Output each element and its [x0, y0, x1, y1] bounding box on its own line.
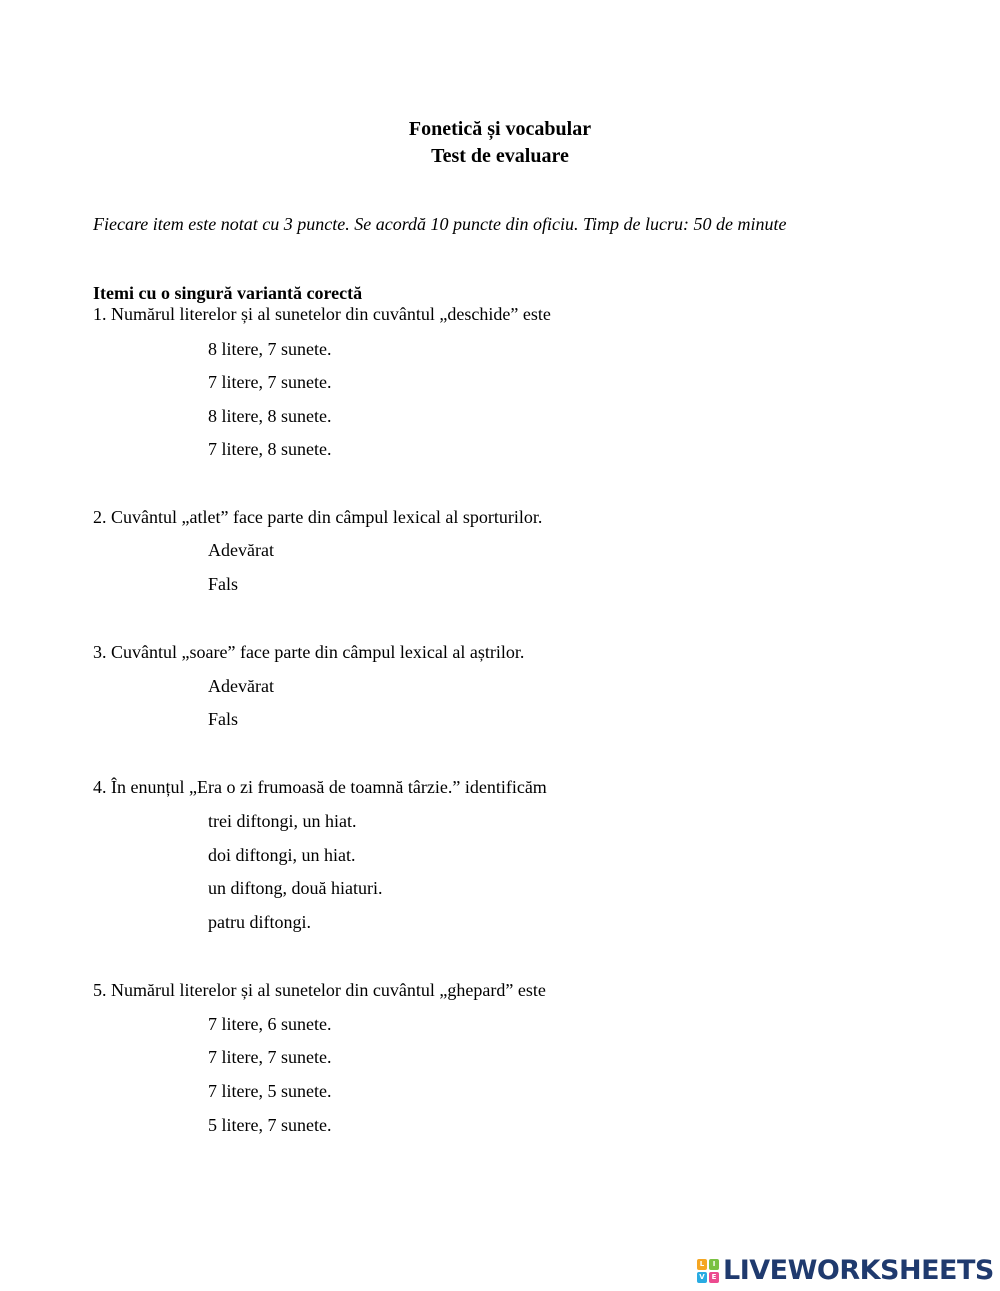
liveworksheets-logo-text: LIVEWORKSHEETS [723, 1255, 994, 1286]
question-3-option-2[interactable]: Fals [208, 709, 239, 729]
question-2-option-2[interactable]: Fals [208, 574, 239, 594]
question-3-option-1[interactable]: Adevărat [208, 676, 274, 696]
question-1-option-4[interactable]: 7 litere, 8 sunete. [208, 439, 332, 459]
page-subtitle: Test de evaluare [431, 145, 569, 167]
question-4-option-3[interactable]: un diftong, două hiaturi. [208, 878, 383, 898]
question-1: 1. Numărul literelor și al sunetelor din cuvântul „deschide” este [93, 304, 551, 324]
question-4-option-2[interactable]: doi diftongi, un hiat. [208, 845, 356, 865]
question-2-option-1[interactable]: Adevărat [208, 540, 274, 560]
question-4-option-1[interactable]: trei diftongi, un hiat. [208, 811, 357, 831]
question-2: 2. Cuvântul „atlet” face parte din câmpul lexical al sporturilor. [93, 507, 543, 527]
question-5: 5. Numărul literelor și al sunetelor din cuvântul „ghepard” este [93, 980, 546, 1000]
question-5-option-4[interactable]: 5 litere, 7 sunete. [208, 1115, 332, 1135]
question-5-option-2[interactable]: 7 litere, 7 sunete. [208, 1047, 332, 1067]
question-1-option-2[interactable]: 7 litere, 7 sunete. [208, 372, 332, 392]
page-title: Fonetică și vocabular [408, 118, 592, 140]
question-4: 4. În enunțul „Era o zi frumoasă de toamnă târzie.” identificăm [93, 777, 547, 797]
question-1-option-3[interactable]: 8 litere, 8 sunete. [208, 406, 332, 426]
question-1-option-1[interactable]: 8 litere, 7 sunete. [208, 339, 332, 359]
section-heading: Itemi cu o singură variantă corectă [93, 283, 363, 303]
logo-mark-letter-v: V [697, 1272, 707, 1283]
logo-mark-letter-l: L [697, 1259, 707, 1270]
instructions-text: Fiecare item este notat cu 3 puncte. Se acordă 10 puncte din oficiu. Timp de lucru: 50 de minute [93, 214, 787, 234]
question-5-option-1[interactable]: 7 litere, 6 sunete. [208, 1014, 332, 1034]
question-4-option-4[interactable]: patru diftongi. [208, 912, 311, 932]
liveworksheets-logo [697, 1256, 994, 1286]
liveworksheets-logo-icon [697, 1259, 719, 1283]
question-5-option-3[interactable]: 7 litere, 5 sunete. [208, 1081, 332, 1101]
question-3: 3. Cuvântul „soare” face parte din câmpul lexical al aștrilor. [93, 642, 525, 662]
logo-mark-letter-e: E [709, 1272, 719, 1283]
logo-mark-letter-i: I [709, 1259, 719, 1270]
